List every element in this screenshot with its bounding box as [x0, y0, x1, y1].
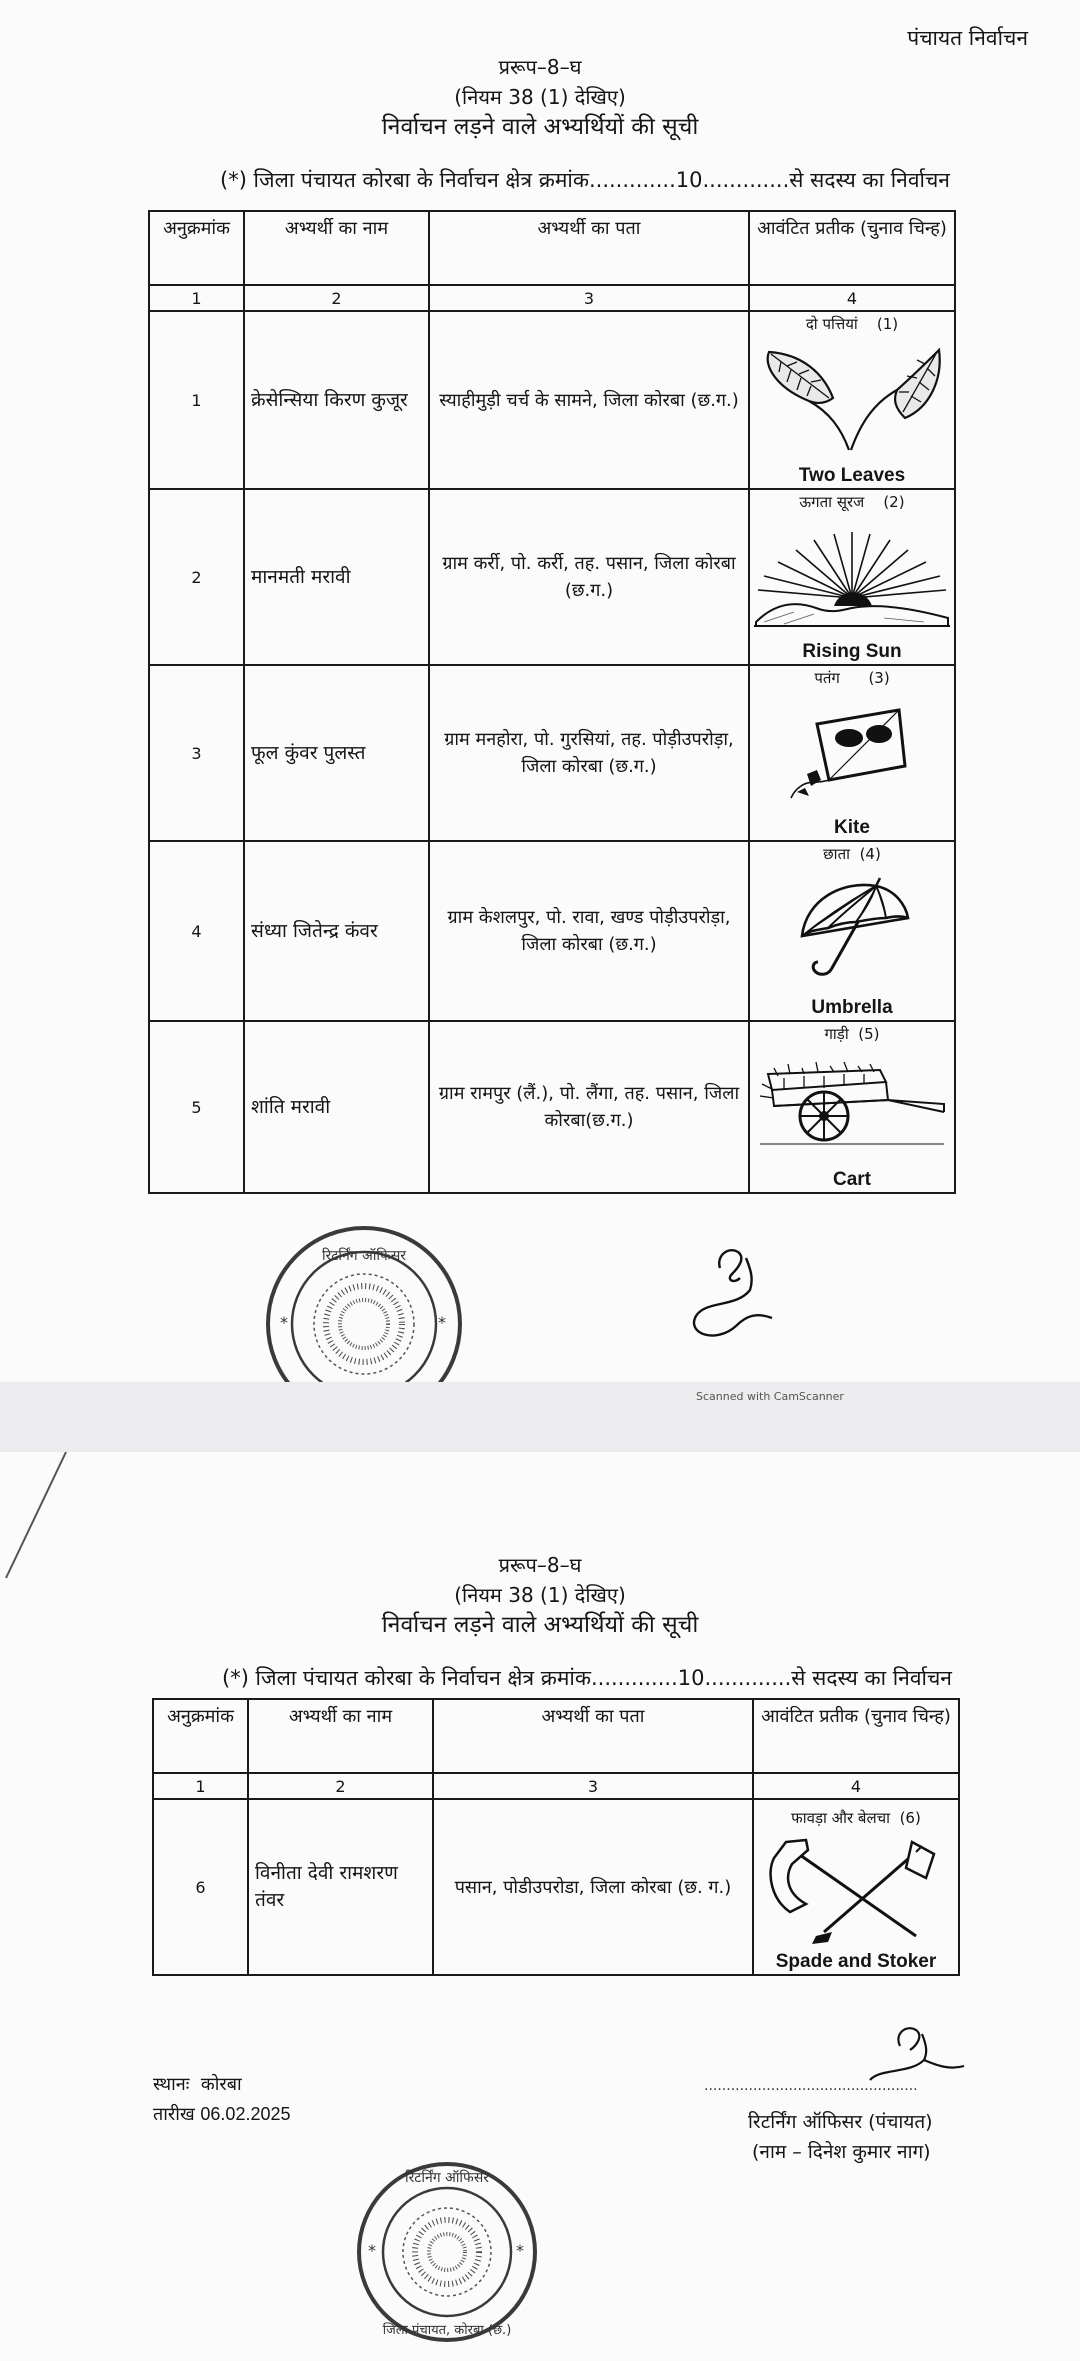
column-number-row — [153, 1773, 959, 1799]
symbol-number: (5) — [858, 1025, 880, 1043]
candidate-address: स्याहीमुड़ी चर्च के सामने, जिला कोरबा (छ.ग.) — [429, 311, 749, 489]
two-leaves-icon — [757, 346, 947, 456]
symbol-hindi-name: दो पत्तियां — [805, 315, 858, 333]
symbol-english-name: Two Leaves — [798, 465, 906, 486]
symbol-number: (4) — [859, 845, 881, 863]
column-header-address: अभ्यर्थी का पता — [433, 1699, 753, 1773]
rising-sun-icon — [754, 526, 950, 636]
candidate-name: शांति मरावी — [244, 1021, 429, 1193]
symbol-english-name: Spade and Stoker — [775, 1951, 937, 1972]
document-title: निर्वाचन लड़ने वाले अभ्यर्थियों की सूची — [381, 1612, 699, 1638]
officer-designation: रिटर्निंग ऑफिसर (पंचायत) — [748, 2111, 933, 2133]
cart-icon — [754, 1060, 950, 1150]
document-title: निर्वाचन लड़ने वाले अभ्यर्थियों की सूची — [381, 114, 699, 140]
rule-reference: (नियम 38 (1) देखिए) — [454, 85, 626, 109]
symbol-cell — [749, 1021, 955, 1193]
officer-signature — [676, 1238, 786, 1348]
symbol-cell — [753, 1799, 959, 1975]
date-value: 06.02.2025 — [200, 2104, 291, 2124]
table-row — [149, 841, 955, 1021]
candidate-table — [148, 210, 956, 1194]
column-header-address: अभ्यर्थी का पता — [429, 211, 749, 285]
place-label: स्थानः — [153, 2074, 190, 2095]
candidate-name: फूल कुंवर पुलस्त — [244, 665, 429, 841]
symbol-caption — [754, 1808, 958, 1828]
candidate-address: ग्राम रामपुर (लैं.), पो. लैंगा, तह. पसान, जिला कोरबा(छ.ग.) — [429, 1021, 749, 1193]
column-number: 2 — [244, 285, 429, 311]
scanner-watermark: Scanned with CamScanner — [696, 1390, 844, 1403]
column-number: 4 — [749, 285, 955, 311]
candidate-address: पसान, पोडीउपरोडा, जिला कोरबा (छ. ग.) — [433, 1799, 753, 1975]
date-label: तारीख — [153, 2104, 195, 2125]
candidate-name: क्रेसेन्सिया किरण कुजूर — [244, 311, 429, 489]
column-number-row — [149, 285, 955, 311]
symbol-hindi-name: ऊगता सूरज — [799, 493, 865, 511]
symbol-caption — [750, 844, 954, 864]
symbol-cell — [749, 665, 955, 841]
candidate-name: विनीता देवी रामशरण तंवर — [248, 1799, 433, 1975]
table-row — [149, 665, 955, 841]
serial-number: 6 — [153, 1799, 248, 1975]
date-line — [153, 2102, 291, 2126]
document-page-2 — [0, 1452, 1080, 2361]
symbol-caption — [750, 1024, 954, 1044]
column-header-sno: अनुक्रमांक — [149, 211, 244, 285]
candidate-address: ग्राम मनहोरा, पो. गुरसियां, तह. पोड़ीउपरोड़ा, जिला कोरबा (छ.ग.) — [429, 665, 749, 841]
symbol-hindi-name: छाता — [823, 845, 851, 863]
symbol-hindi-name: गाड़ी — [824, 1025, 849, 1043]
form-number: प्ररूप–8–घ — [498, 55, 582, 79]
svg-text:*: * — [368, 2241, 376, 2260]
column-header-sno: अनुक्रमांक — [153, 1699, 248, 1773]
constituency-subtitle: (*) जिला पंचायत कोरबा के निर्वाचन क्षेत्र क्रमांक.............10.............से सदस्य का निर्वाचन — [222, 1666, 952, 1690]
symbol-cell — [749, 841, 955, 1021]
column-number: 4 — [753, 1773, 959, 1799]
official-seal-stamp — [352, 2152, 542, 2352]
symbol-hindi-name: पतंग — [814, 669, 840, 687]
column-header-symbol: आवंटित प्रतीक (चुनाव चिन्ह) — [753, 1699, 959, 1773]
svg-text:रिटर्निंग ऑफिसर: रिटर्निंग ऑफिसर — [404, 2170, 490, 2186]
candidate-address: ग्राम केशलपुर, पो. रावा, खण्ड पोड़ीउपरोड़ा, जिला कोरबा (छ.ग.) — [429, 841, 749, 1021]
rule-reference: (नियम 38 (1) देखिए) — [454, 1583, 626, 1607]
column-header-name: अभ्यर्थी का नाम — [244, 211, 429, 285]
form-heading — [0, 1550, 1080, 1640]
kite-icon — [787, 704, 917, 804]
form-heading — [0, 52, 1080, 142]
table-row — [149, 311, 955, 489]
symbol-caption — [750, 492, 954, 512]
symbol-number: (2) — [883, 493, 905, 511]
symbol-english-name: Cart — [832, 1169, 871, 1190]
svg-text:*: * — [438, 1313, 446, 1332]
candidate-table — [152, 1698, 960, 1976]
column-number: 1 — [149, 285, 244, 311]
officer-name: (नाम – दिनेश कुमार नाग) — [752, 2141, 931, 2163]
symbol-number: (1) — [876, 315, 899, 333]
serial-number: 4 — [149, 841, 244, 1021]
constituency-subtitle: (*) जिला पंचायत कोरबा के निर्वाचन क्षेत्र क्रमांक.............10.............से सदस्य का निर्वाचन — [220, 168, 950, 192]
symbol-caption — [750, 668, 954, 688]
spade-and-stoker-icon — [766, 1838, 946, 1946]
table-row — [153, 1799, 959, 1975]
candidate-name: मानमती मरावी — [244, 489, 429, 665]
column-number: 2 — [248, 1773, 433, 1799]
column-header-name: अभ्यर्थी का नाम — [248, 1699, 433, 1773]
symbol-hindi-name: फावड़ा और बेलचा — [791, 1809, 891, 1827]
column-number: 1 — [153, 1773, 248, 1799]
umbrella-icon — [792, 876, 912, 986]
signature-dotted-line: ................................................ — [704, 2078, 918, 2094]
svg-text:जिला पंचायत, कोरबा (छ.): जिला पंचायत, कोरबा (छ.) — [382, 2323, 512, 2338]
symbol-cell — [749, 311, 955, 489]
column-number: 3 — [429, 285, 749, 311]
symbol-cell — [749, 489, 955, 665]
column-header-symbol: आवंटित प्रतीक (चुनाव चिन्ह) — [749, 211, 955, 285]
symbol-english-name: Rising Sun — [802, 641, 902, 662]
header-right-label: पंचायत निर्वाचन — [907, 26, 1028, 50]
symbol-caption — [750, 314, 954, 334]
symbol-english-name: Kite — [834, 817, 870, 838]
serial-number: 1 — [149, 311, 244, 489]
table-header-row — [149, 211, 955, 285]
symbol-number: (3) — [868, 669, 890, 687]
symbol-english-name: Umbrella — [811, 997, 893, 1018]
table-header-row — [153, 1699, 959, 1773]
candidate-name: संध्या जितेन्द्र कंवर — [244, 841, 429, 1021]
place-value: कोरबा — [200, 2074, 242, 2095]
serial-number: 3 — [149, 665, 244, 841]
symbol-number: (6) — [899, 1809, 921, 1827]
svg-text:रिटर्निंग ऑफिसर: रिटर्निंग ऑफिसर — [321, 1248, 407, 1264]
serial-number: 5 — [149, 1021, 244, 1193]
table-row — [149, 489, 955, 665]
official-seal-stamp — [254, 1224, 474, 1382]
place-line — [153, 2072, 242, 2096]
serial-number: 2 — [149, 489, 244, 665]
form-number: प्ररूप–8–घ — [498, 1553, 582, 1577]
candidate-address: ग्राम कर्री, पो. कर्री, तह. पसान, जिला कोरबा (छ.ग.) — [429, 489, 749, 665]
table-row — [149, 1021, 955, 1193]
column-number: 3 — [433, 1773, 753, 1799]
svg-text:*: * — [516, 2241, 524, 2260]
svg-text:*: * — [280, 1313, 288, 1332]
